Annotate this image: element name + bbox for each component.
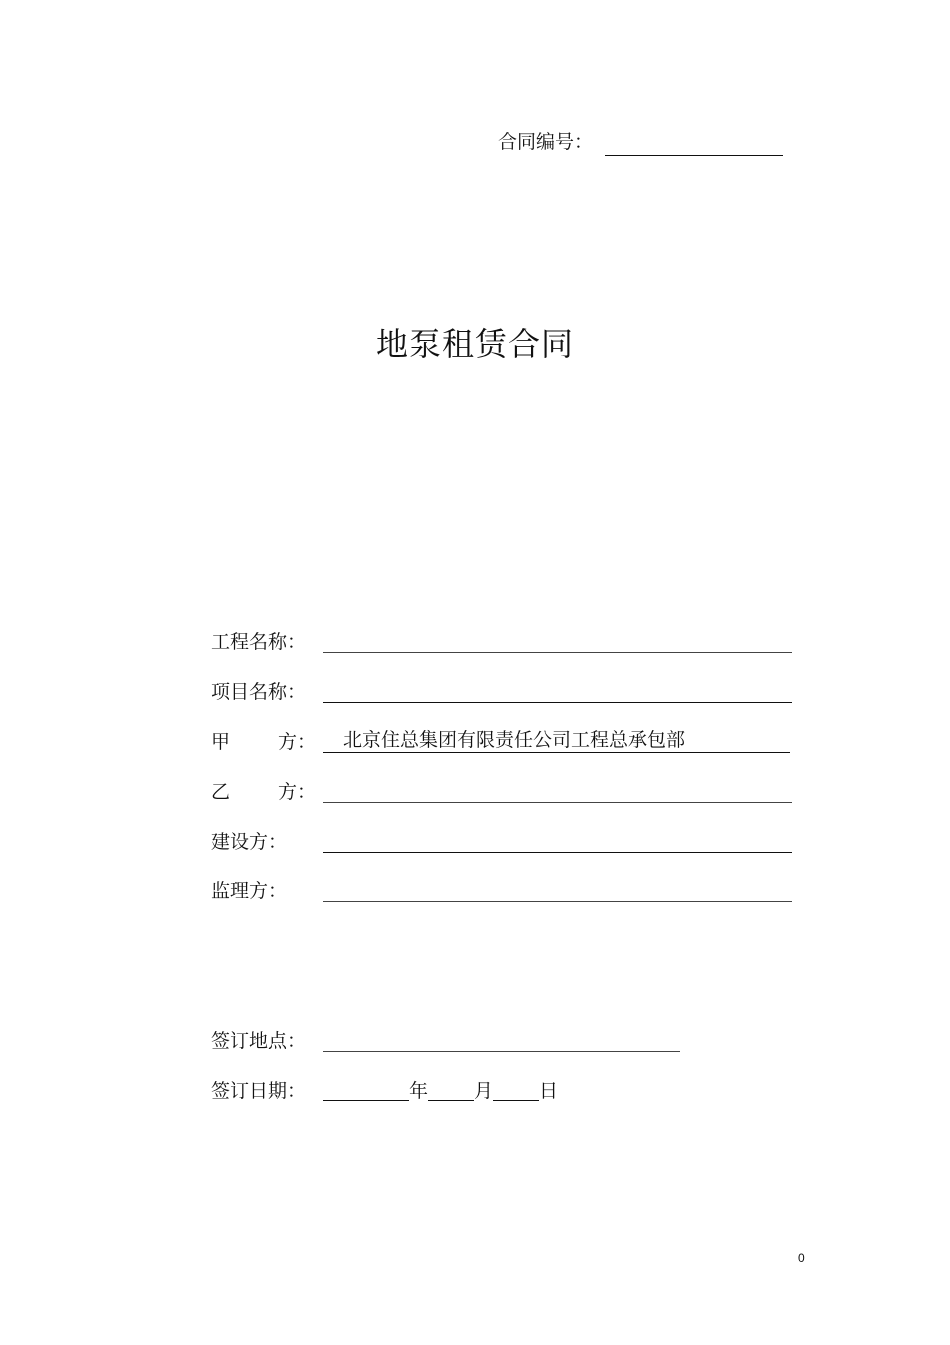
day-label: 日 [539, 1080, 559, 1102]
item-name-blank[interactable] [323, 677, 792, 703]
party-a-label-part1: 甲 [211, 731, 231, 753]
item-name-row [211, 677, 793, 707]
sign-place-blank[interactable] [323, 1026, 680, 1052]
party-b-row [211, 777, 793, 807]
project-name-label: 工程名称： [211, 631, 307, 653]
project-name-blank[interactable] [323, 627, 792, 653]
contract-number-label: 合同编号： [498, 131, 594, 153]
party-a-label [211, 727, 316, 757]
page-number: 0 [798, 1251, 805, 1265]
supervisor-label: 监理方： [211, 880, 288, 902]
project-name-row [211, 627, 793, 657]
document-title: 地泵租赁合同 [375, 325, 574, 363]
party-b-label-part2: 方： [278, 781, 317, 803]
sign-date-label: 签订日期： [211, 1080, 307, 1102]
sign-year-blank[interactable] [323, 1076, 409, 1101]
contract-number-field [498, 128, 783, 156]
supervisor-blank[interactable] [323, 876, 792, 902]
year-label: 年 [409, 1080, 429, 1102]
builder-label: 建设方： [211, 831, 288, 853]
contract-number-blank[interactable] [605, 131, 783, 156]
party-b-label [211, 777, 316, 807]
party-b-blank[interactable] [323, 777, 792, 803]
sign-month-blank[interactable] [428, 1076, 474, 1101]
sign-date-row [211, 1076, 558, 1106]
party-a-value[interactable]: 北京住总集团有限责任公司工程总承包部 [323, 727, 790, 753]
supervisor-row [211, 876, 793, 906]
party-b-label-part1: 乙 [211, 781, 231, 803]
month-label: 月 [474, 1080, 494, 1102]
item-name-label: 项目名称： [211, 681, 307, 703]
party-a-row [211, 727, 793, 757]
party-a-label-part2: 方： [278, 731, 317, 753]
builder-row [211, 827, 793, 857]
sign-place-label: 签订地点： [211, 1030, 307, 1052]
sign-place-row [211, 1026, 793, 1056]
sign-day-blank[interactable] [493, 1076, 539, 1101]
builder-blank[interactable] [323, 827, 792, 853]
